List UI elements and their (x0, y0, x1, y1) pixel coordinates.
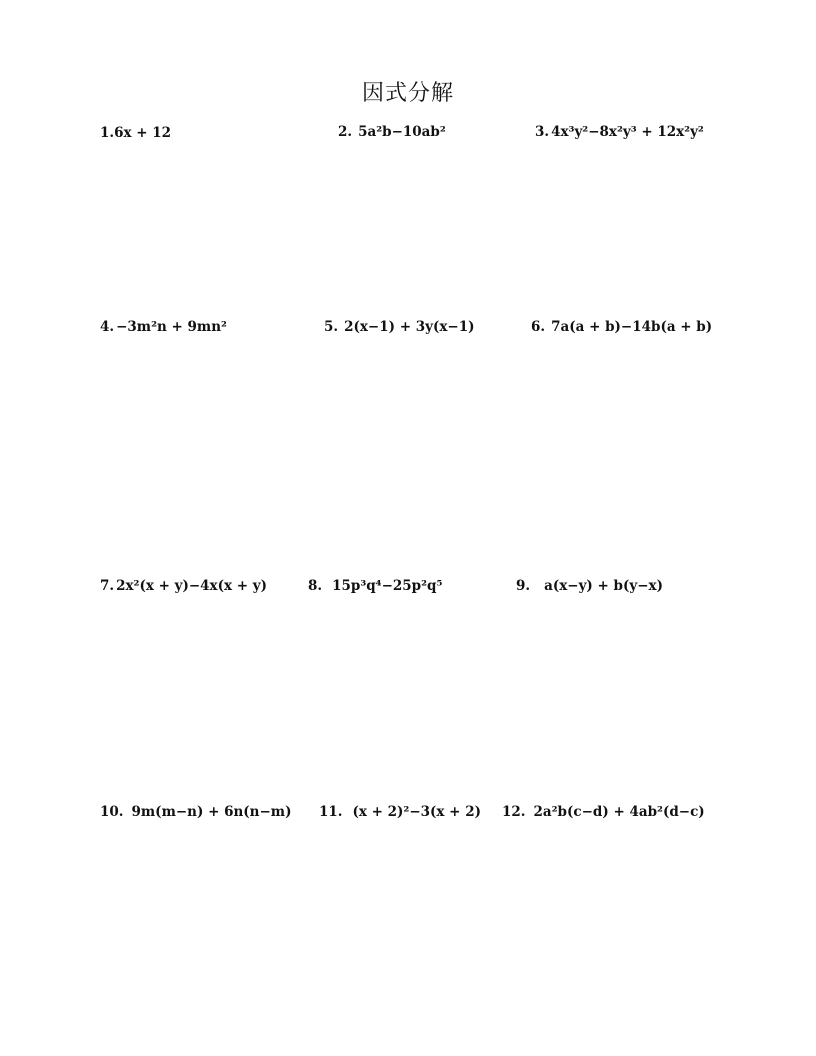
problem-1 (100, 125, 171, 141)
problem-expression: 2a²b(c−d) + 4ab²(d−c) (533, 804, 705, 820)
problem-expression: 5a²b−10ab² (358, 124, 446, 140)
problem-6 (531, 319, 712, 335)
problem-number: 11. (319, 804, 343, 820)
problem-3 (535, 124, 704, 140)
problem-number: 1. (100, 125, 115, 141)
page-title: 因式分解 (361, 81, 454, 106)
problem-expression: 6x + 12 (114, 125, 172, 141)
problem-5 (324, 319, 475, 335)
problem-number: 6. (531, 319, 546, 335)
problem-10 (100, 804, 291, 820)
problem-7 (100, 578, 267, 594)
problem-4 (100, 319, 227, 335)
problem-number: 9. (516, 578, 531, 594)
problem-number: 3. (535, 124, 550, 140)
problem-9 (516, 578, 663, 594)
problem-expression: 15p³q⁴−25p²q⁵ (332, 578, 443, 594)
problem-number: 12. (502, 804, 526, 820)
problem-11 (319, 804, 481, 820)
problem-number: 7. (100, 578, 115, 594)
problem-expression: −3m²n + 9mn² (116, 319, 227, 335)
problem-number: 10. (100, 804, 124, 820)
problem-number: 4. (100, 319, 115, 335)
problem-12 (502, 804, 705, 820)
problem-expression: 2(x−1) + 3y(x−1) (344, 319, 475, 335)
problem-number: 5. (324, 319, 339, 335)
problem-expression: 7a(a + b)−14b(a + b) (551, 319, 713, 335)
problem-expression: a(x−y) + b(y−x) (544, 578, 663, 594)
problem-number: 8. (308, 578, 323, 594)
problem-expression: (x + 2)²−3(x + 2) (352, 804, 481, 820)
problem-expression: 2x²(x + y)−4x(x + y) (116, 578, 267, 594)
problem-expression: 9m(m−n) + 6n(n−m) (131, 804, 292, 820)
problem-number: 2. (338, 124, 353, 140)
problem-expression: 4x³y²−8x²y³ + 12x²y² (551, 124, 704, 140)
problem-8 (308, 578, 442, 594)
problem-2 (338, 124, 446, 140)
